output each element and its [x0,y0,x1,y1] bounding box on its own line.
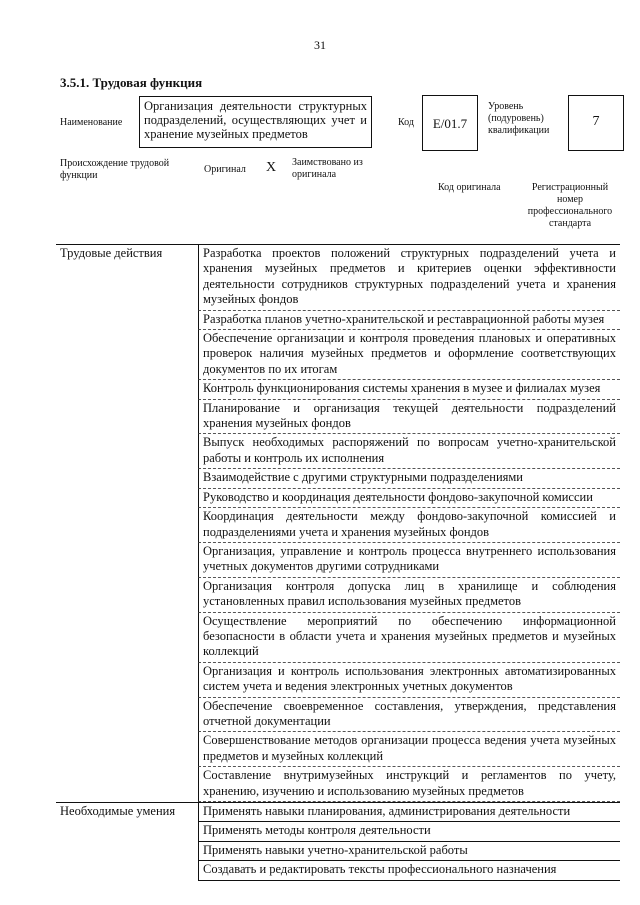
labor-function-table [56,244,620,881]
table-row [56,861,620,880]
table-row [56,543,620,578]
section-title-empty [56,663,198,698]
code-original-label: Код оригинала [438,182,501,193]
level-value: 7 [568,95,624,151]
table-row [56,489,620,508]
page-number: 31 [314,38,326,52]
table-row [56,469,620,488]
table-cell-item: Взаимодействие с другими структурными подразделениями [198,469,620,488]
section-title-empty [56,578,198,613]
section-heading: 3.5.1. Трудовая функция [60,75,203,90]
section-title-empty [56,861,198,880]
table-row [56,311,620,330]
table-row [56,698,620,733]
section-title-empty [56,822,198,841]
level-label: Уровень (подуровень) квалификации [488,101,550,136]
table-cell-item: Обеспечение своевременное составления, утверждения, представления отчетной документации [198,698,620,733]
original-label: Оригинал [204,164,246,175]
code-label: Код [398,117,414,128]
name-value: Организация деятельности структурных подразделений, осуществляющих учет и хранение музейных предметов [139,96,372,148]
section-title: Необходимые умения [60,804,176,818]
table-cell-item: Применять навыки учетно-хранительской работы [198,842,620,861]
section-title-empty [56,311,198,330]
table-cell-item: Координация деятельности между фондово-закупочной комиссией и подразделениями учета и хранения музейных фондов [198,508,620,543]
borrowed-label: Заимствовано из оригинала [292,157,363,180]
table-row [56,767,620,802]
section-title-empty [56,469,198,488]
table-cell-item: Разработка проектов положений структурных подразделений учета и хранения музейных предметов и критериев оценки эффективности деятельности сотрудников структурных подразделений учета и хранения музейных фондов [198,245,620,311]
section-title-empty [56,613,198,663]
table-row [56,663,620,698]
table-cell-item: Планирование и организация текущей деятельности подразделений хранения музейных фондов [198,400,620,435]
table-cell-item: Выпуск необходимых распоряжений по вопросам учетно-хранительской работы и контроль их исполнения [198,434,620,469]
section-title-empty [56,543,198,578]
original-mark: X [266,160,277,175]
table-row [56,613,620,663]
origin-label: Происхождение трудовой функции [60,158,170,181]
table-row [56,330,620,380]
section-title-empty [56,434,198,469]
section-title-empty [56,698,198,733]
table-row [56,244,620,311]
name-label: Наименование [60,117,123,128]
table-row [56,822,620,841]
table-row [56,508,620,543]
table-cell-item: Совершенствование методов организации процесса ведения учета музейных предметов и музейных коллекций [198,732,620,767]
table-cell-item: Организация и контроль использования электронных автоматизированных систем учета и ведения электронных учетных документов [198,663,620,698]
table-row [56,842,620,861]
table-row [56,578,620,613]
section-title: Трудовые действия [60,246,163,260]
code-value: E/01.7 [422,95,478,151]
section-title-empty [56,732,198,767]
table-cell-item: Применять методы контроля деятельности [198,822,620,841]
table-row [56,380,620,399]
section-title-empty [56,489,198,508]
table-cell-item: Руководство и координация деятельности фондово-закупочной комиссии [198,489,620,508]
reg-number-label: Регистрационный номер профессионального стандарта [527,182,613,229]
section-title-empty [56,842,198,861]
section-title-empty [56,380,198,399]
section-title-empty [56,508,198,543]
table-row [56,802,620,822]
table-row [56,434,620,469]
table-row [56,732,620,767]
table-cell-item: Обеспечение организации и контроля проведения плановых и оперативных проверок наличия музейных предметов и оформление соответствующих документов по их итогам [198,330,620,380]
table-cell-item: Создавать и редактировать тексты профессионального назначения [198,861,620,880]
section-title-empty [56,330,198,380]
table-cell-item: Применять навыки планирования, администрирования деятельности [198,803,620,822]
table-cell-item: Организация контроля допуска лиц в хранилище и соблюдения установленных правил использования музейных предметов [198,578,620,613]
table-cell-item: Составление внутримузейных инструкций и регламентов по учету, хранению, изучению и использованию музейных предметов [198,767,620,802]
table-cell-item: Разработка планов учетно-хранительской и реставрационной работы музея [198,311,620,330]
section-title-empty [56,767,198,802]
table-cell-item: Осуществление мероприятий по обеспечению информационной безопасности в области учета и хранения музейных предметов и музейных коллекций [198,613,620,663]
table-cell-item: Организация, управление и контроль процесса внутреннего использования учетных документов другими сотрудниками [198,543,620,578]
table-cell-item: Контроль функционирования системы хранения в музее и филиалах музея [198,380,620,399]
section-title-empty [56,400,198,435]
table-row [56,400,620,435]
